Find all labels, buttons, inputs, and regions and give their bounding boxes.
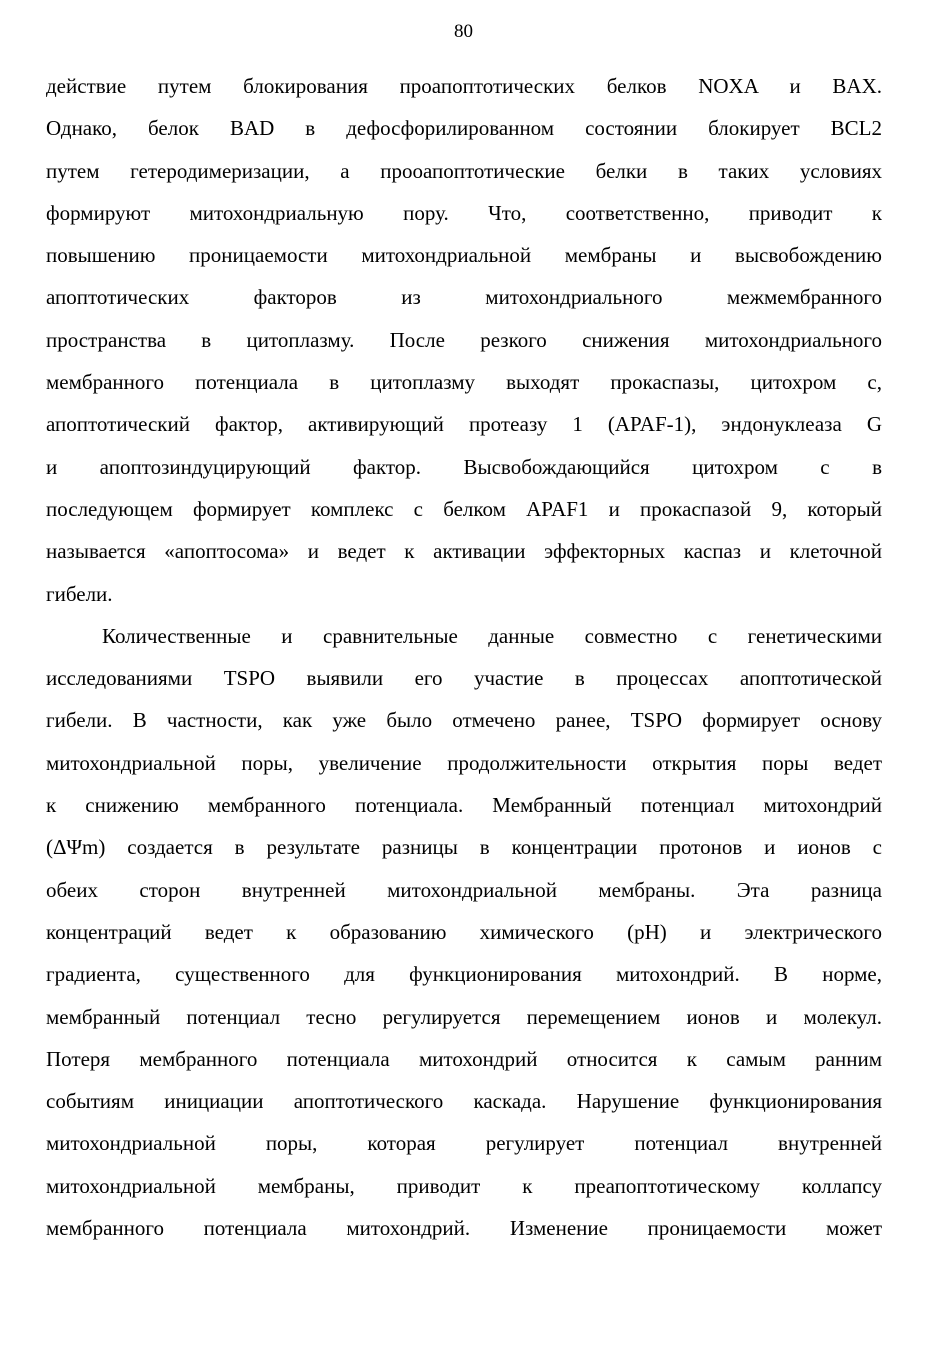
text-line: путем гетеродимеризации, а прооапоптотические белки в таких условиях	[46, 158, 882, 183]
text-line: пространства в цитоплазму. После резкого снижения митохондриального	[46, 327, 882, 352]
text-line: Потеря мембранного потенциала митохондрий относится к самым ранним	[46, 1046, 882, 1071]
text-line: обеих сторон внутренней митохондриальной мембраны. Эта разница	[46, 877, 882, 902]
text-line: мембранного потенциала в цитоплазму выходят прокаспазы, цитохром с,	[46, 370, 882, 395]
text-line: последующем формирует комплекс с белком APAF1 и прокаспазой 9, который	[46, 496, 882, 521]
text-line: митохондриальной мембраны, приводит к преапоптотическому коллапсу	[46, 1173, 882, 1198]
text-line: апоптотических факторов из митохондриального межмембранного	[46, 285, 882, 310]
text-line: апоптотический фактор, активирующий протеазу 1 (APAF-1), эндонуклеаза G	[46, 412, 882, 437]
text-line: событиям инициации апоптотического каскада. Нарушение функционирования	[46, 1089, 882, 1114]
body-text	[46, 65, 882, 1249]
text-line: повышению проницаемости митохондриальной мембраны и высвобождению	[46, 243, 882, 268]
text-line: Однако, белок BAD в дефосфорилированном состоянии блокирует BCL2	[46, 116, 882, 141]
text-line: формируют митохондриальную пору. Что, соответственно, приводит к	[46, 200, 882, 225]
text-line: митохондриальной поры, которая регулирует потенциал внутренней	[46, 1131, 882, 1156]
text-line: концентраций ведет к образованию химического (pH) и электрического	[46, 919, 882, 944]
text-line: действие путем блокирования проапоптотических белков NOXA и BAX.	[46, 74, 882, 98]
text-line: называется «апоптосома» и ведет к активации эффекторных каспаз и клеточной	[46, 539, 882, 564]
text-line: (ΔΨm) создается в результате разницы в концентрации протонов и ионов с	[46, 835, 882, 860]
text-line: мембранного потенциала митохондрий. Изменение проницаемости может	[46, 1216, 882, 1241]
text-line: градиента, существенного для функционирования митохондрий. В норме,	[46, 962, 882, 987]
text-line: мембранный потенциал тесно регулируется перемещением ионов и молекул.	[46, 1004, 882, 1029]
page-number: 80	[454, 21, 473, 42]
text-line: исследованиями TSPO выявили его участие в процессах апоптотической	[46, 666, 882, 691]
text-line: Количественные и сравнительные данные совместно с генетическими	[102, 623, 882, 648]
text-line: гибели.	[46, 581, 113, 606]
text-line: митохондриальной поры, увеличение продолжительности открытия поры ведет	[46, 750, 882, 775]
text-line: к снижению мембранного потенциала. Мембранный потенциал митохондрий	[46, 793, 882, 818]
text-line: гибели. В частности, как уже было отмечено ранее, TSPO формирует основу	[46, 708, 882, 733]
text-line: и апоптозиндуцирующий фактор. Высвобождающийся цитохром c в	[46, 454, 882, 479]
